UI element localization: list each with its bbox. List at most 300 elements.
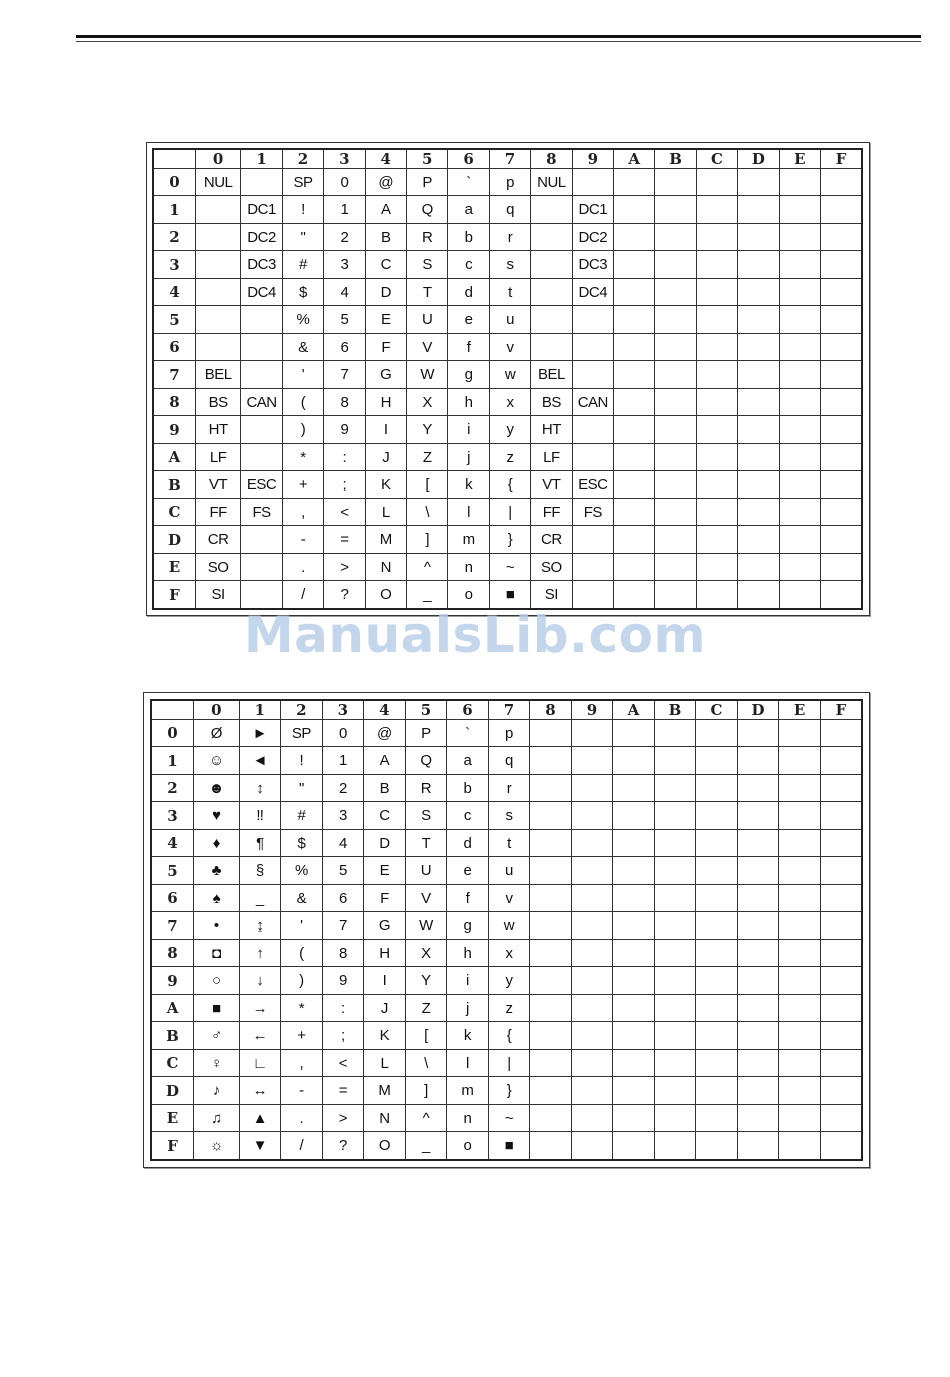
code-cell: ~ — [488, 1104, 530, 1131]
code-cell: U — [406, 306, 447, 333]
code-cell — [241, 306, 282, 333]
code-cell — [696, 939, 738, 966]
code-cell — [655, 443, 696, 470]
character-code-table-2 — [150, 699, 863, 1161]
code-cell: DC1 — [572, 196, 613, 223]
code-cell — [738, 278, 779, 305]
code-cell: * — [282, 443, 323, 470]
row-header: 5 — [151, 857, 194, 884]
code-cell — [530, 829, 572, 856]
row-header: 6 — [151, 884, 194, 911]
code-cell: U — [405, 857, 447, 884]
code-cell — [820, 829, 862, 856]
code-cell: p — [488, 720, 530, 747]
code-cell — [613, 774, 655, 801]
code-cell: 8 — [324, 388, 365, 415]
code-cell: j — [447, 994, 489, 1021]
code-cell — [530, 1132, 572, 1160]
column-header: 9 — [571, 700, 613, 720]
code-cell: ♫ — [194, 1104, 240, 1131]
code-cell: BEL — [195, 361, 240, 388]
code-cell: ♀ — [194, 1049, 240, 1076]
code-cell — [531, 223, 572, 250]
code-cell: M — [364, 1077, 406, 1104]
code-cell: FS — [241, 498, 282, 525]
code-cell: g — [447, 912, 489, 939]
code-cell — [738, 251, 779, 278]
code-cell — [571, 774, 613, 801]
code-cell: T — [405, 829, 447, 856]
code-cell: N — [365, 553, 406, 580]
code-cell — [696, 747, 738, 774]
code-cell — [696, 581, 737, 609]
code-cell: ◄ — [239, 747, 281, 774]
code-cell — [572, 526, 613, 553]
code-cell — [654, 994, 696, 1021]
code-cell — [655, 278, 696, 305]
code-cell — [696, 388, 737, 415]
code-cell: ▼ — [239, 1132, 281, 1160]
code-cell: BEL — [531, 361, 572, 388]
code-cell — [571, 1049, 613, 1076]
code-cell — [614, 553, 655, 580]
code-cell: ) — [282, 416, 323, 443]
code-cell: | — [488, 1049, 530, 1076]
code-cell: c — [447, 802, 489, 829]
code-cell: f — [448, 333, 489, 360]
code-cell: b — [447, 774, 489, 801]
code-cell — [654, 939, 696, 966]
code-cell — [737, 1104, 779, 1131]
code-cell: _ — [406, 581, 447, 609]
code-cell — [820, 747, 862, 774]
code-cell: ◘ — [194, 939, 240, 966]
code-cell: E — [365, 306, 406, 333]
code-cell — [820, 994, 862, 1021]
code-cell: l — [448, 498, 489, 525]
code-cell: ! — [282, 196, 323, 223]
code-cell: I — [364, 967, 406, 994]
code-cell: r — [489, 223, 530, 250]
code-cell — [531, 306, 572, 333]
code-cell — [779, 251, 820, 278]
code-cell — [737, 912, 779, 939]
code-cell — [738, 416, 779, 443]
code-cell: CAN — [572, 388, 613, 415]
code-cell: { — [488, 1022, 530, 1049]
table-row — [151, 912, 862, 939]
code-cell — [779, 169, 820, 196]
code-cell — [654, 884, 696, 911]
code-cell: y — [489, 416, 530, 443]
code-cell: g — [448, 361, 489, 388]
table-row — [151, 994, 862, 1021]
code-cell: " — [282, 223, 323, 250]
row-header: B — [151, 1022, 194, 1049]
code-cell — [696, 223, 737, 250]
column-header: 6 — [448, 149, 489, 169]
code-cell: t — [489, 278, 530, 305]
code-cell — [531, 278, 572, 305]
code-cell: a — [447, 747, 489, 774]
code-cell — [737, 967, 779, 994]
code-cell — [820, 884, 862, 911]
code-cell — [195, 278, 240, 305]
code-cell — [571, 802, 613, 829]
code-cell: SI — [531, 581, 572, 609]
code-cell — [779, 747, 821, 774]
table-row — [153, 388, 862, 415]
code-cell: l — [447, 1049, 489, 1076]
row-header: C — [151, 1049, 194, 1076]
code-cell — [195, 333, 240, 360]
code-cell: ☼ — [194, 1132, 240, 1160]
code-cell — [614, 416, 655, 443]
table-row — [151, 774, 862, 801]
code-cell: § — [239, 857, 281, 884]
code-cell: Y — [406, 416, 447, 443]
code-cell: I — [365, 416, 406, 443]
column-header: 1 — [239, 700, 281, 720]
code-cell — [614, 169, 655, 196]
code-cell: FF — [195, 498, 240, 525]
table-row — [153, 416, 862, 443]
code-cell: z — [488, 994, 530, 1021]
code-cell — [820, 857, 862, 884]
code-cell: SO — [195, 553, 240, 580]
code-cell: DC2 — [241, 223, 282, 250]
code-cell: a — [448, 196, 489, 223]
code-cell: ~ — [489, 553, 530, 580]
code-cell — [241, 443, 282, 470]
code-cell: 1 — [324, 196, 365, 223]
code-cell — [821, 169, 862, 196]
code-cell: R — [405, 774, 447, 801]
code-cell: J — [365, 443, 406, 470]
code-cell — [738, 553, 779, 580]
code-cell: C — [364, 802, 406, 829]
row-header: 4 — [153, 278, 195, 305]
code-cell: DC3 — [572, 251, 613, 278]
code-cell — [696, 967, 738, 994]
table-row — [153, 581, 862, 609]
code-cell — [696, 306, 737, 333]
code-cell — [737, 1049, 779, 1076]
code-cell: b — [448, 223, 489, 250]
code-cell — [655, 498, 696, 525]
code-cell — [655, 581, 696, 609]
code-cell — [696, 1022, 738, 1049]
code-cell: ; — [322, 1022, 364, 1049]
code-cell: ■ — [194, 994, 240, 1021]
code-cell: $ — [281, 829, 323, 856]
code-cell: M — [365, 526, 406, 553]
code-cell — [696, 416, 737, 443]
code-cell: x — [489, 388, 530, 415]
code-cell: i — [448, 416, 489, 443]
code-cell: ♦ — [194, 829, 240, 856]
code-cell: BS — [195, 388, 240, 415]
code-cell — [614, 196, 655, 223]
code-cell — [655, 361, 696, 388]
code-cell: ∟ — [239, 1049, 281, 1076]
code-cell: w — [488, 912, 530, 939]
code-cell: ESC — [572, 471, 613, 498]
code-cell: q — [489, 196, 530, 223]
code-cell: H — [364, 939, 406, 966]
code-cell — [696, 169, 737, 196]
code-cell: B — [364, 774, 406, 801]
code-cell — [738, 306, 779, 333]
column-header: A — [614, 149, 655, 169]
code-cell — [820, 939, 862, 966]
code-cell — [655, 333, 696, 360]
code-cell: HT — [195, 416, 240, 443]
code-cell: R — [406, 223, 447, 250]
code-cell: # — [282, 251, 323, 278]
code-cell — [696, 994, 738, 1021]
code-cell: A — [365, 196, 406, 223]
row-header: 9 — [151, 967, 194, 994]
code-cell — [696, 251, 737, 278]
column-header: 0 — [195, 149, 240, 169]
code-cell: ■ — [489, 581, 530, 609]
code-cell — [655, 223, 696, 250]
code-cell: FF — [531, 498, 572, 525]
code-cell — [821, 416, 862, 443]
code-cell: ; — [324, 471, 365, 498]
code-cell — [571, 829, 613, 856]
table-row — [151, 884, 862, 911]
code-cell: P — [406, 169, 447, 196]
code-cell — [779, 416, 820, 443]
code-cell: V — [405, 884, 447, 911]
code-cell — [613, 857, 655, 884]
code-cell — [738, 361, 779, 388]
code-cell: ) — [281, 967, 323, 994]
code-cell — [654, 1132, 696, 1160]
code-cell — [820, 1077, 862, 1104]
code-cell — [738, 581, 779, 609]
code-cell — [654, 720, 696, 747]
code-cell: ↔ — [239, 1077, 281, 1104]
code-cell — [696, 196, 737, 223]
code-cell: ♠ — [194, 884, 240, 911]
code-cell — [821, 443, 862, 470]
code-cell: + — [282, 471, 323, 498]
code-cell — [779, 774, 821, 801]
table-row — [151, 720, 862, 747]
code-cell — [820, 774, 862, 801]
code-cell — [655, 251, 696, 278]
code-cell: LF — [195, 443, 240, 470]
code-cell: 3 — [322, 802, 364, 829]
code-cell — [614, 306, 655, 333]
code-cell — [696, 1049, 738, 1076]
code-cell — [821, 388, 862, 415]
code-cell: \ — [406, 498, 447, 525]
code-cell: s — [488, 802, 530, 829]
code-cell: r — [488, 774, 530, 801]
code-cell — [737, 1077, 779, 1104]
code-cell — [779, 471, 820, 498]
code-cell: HT — [531, 416, 572, 443]
code-cell: > — [324, 553, 365, 580]
code-cell — [654, 857, 696, 884]
code-cell — [737, 802, 779, 829]
code-cell: 7 — [324, 361, 365, 388]
code-cell — [241, 581, 282, 609]
code-cell: : — [324, 443, 365, 470]
code-cell — [779, 1022, 821, 1049]
code-cell — [779, 1077, 821, 1104]
code-cell: O — [365, 581, 406, 609]
code-cell: d — [448, 278, 489, 305]
table-row — [151, 829, 862, 856]
code-cell: ' — [281, 912, 323, 939]
table-row — [153, 443, 862, 470]
code-cell: CAN — [241, 388, 282, 415]
code-cell: K — [364, 1022, 406, 1049]
row-header: 6 — [153, 333, 195, 360]
code-cell — [614, 278, 655, 305]
code-cell: % — [282, 306, 323, 333]
code-cell — [614, 581, 655, 609]
code-cell — [737, 747, 779, 774]
corner-cell — [151, 700, 194, 720]
code-cell — [696, 1104, 738, 1131]
code-cell — [821, 553, 862, 580]
code-cell — [738, 471, 779, 498]
code-cell — [779, 829, 821, 856]
code-cell: N — [364, 1104, 406, 1131]
code-cell — [614, 251, 655, 278]
table-row — [153, 333, 862, 360]
code-cell: = — [322, 1077, 364, 1104]
code-cell: ESC — [241, 471, 282, 498]
code-cell: 5 — [322, 857, 364, 884]
code-cell: ☻ — [194, 774, 240, 801]
code-cell: DC3 — [241, 251, 282, 278]
code-cell — [571, 939, 613, 966]
row-header: E — [151, 1104, 194, 1131]
code-cell: u — [488, 857, 530, 884]
code-cell: ↨ — [239, 912, 281, 939]
code-cell: ▲ — [239, 1104, 281, 1131]
code-cell — [571, 884, 613, 911]
code-cell: ` — [448, 169, 489, 196]
code-cell — [820, 1022, 862, 1049]
column-header: C — [696, 700, 738, 720]
code-cell: / — [282, 581, 323, 609]
code-cell — [779, 912, 821, 939]
column-header: 4 — [365, 149, 406, 169]
code-cell: @ — [365, 169, 406, 196]
code-cell — [821, 361, 862, 388]
row-header: 8 — [153, 388, 195, 415]
code-cell — [654, 1104, 696, 1131]
code-cell: s — [489, 251, 530, 278]
code-cell: k — [448, 471, 489, 498]
table-row — [153, 306, 862, 333]
code-cell: ^ — [406, 553, 447, 580]
column-header: B — [654, 700, 696, 720]
code-cell: , — [282, 498, 323, 525]
code-cell: ► — [239, 720, 281, 747]
code-cell — [779, 443, 820, 470]
code-cell — [572, 581, 613, 609]
code-cell: 3 — [324, 251, 365, 278]
code-cell — [738, 388, 779, 415]
code-cell — [696, 498, 737, 525]
code-cell — [531, 196, 572, 223]
code-cell — [195, 196, 240, 223]
code-cell: v — [488, 884, 530, 911]
code-cell: ? — [324, 581, 365, 609]
code-cell — [571, 967, 613, 994]
code-cell: Z — [406, 443, 447, 470]
code-cell — [779, 967, 821, 994]
code-cell — [614, 471, 655, 498]
code-cell — [572, 333, 613, 360]
code-cell — [572, 361, 613, 388]
code-cell — [779, 278, 820, 305]
code-cell: m — [447, 1077, 489, 1104]
code-cell — [821, 251, 862, 278]
code-cell — [530, 1022, 572, 1049]
code-cell — [655, 416, 696, 443]
code-cell: < — [324, 498, 365, 525]
code-cell: , — [281, 1049, 323, 1076]
code-cell — [820, 1049, 862, 1076]
code-cell — [696, 278, 737, 305]
code-cell: 4 — [322, 829, 364, 856]
code-cell — [572, 306, 613, 333]
table-row — [151, 1132, 862, 1160]
column-header: 8 — [531, 149, 572, 169]
code-cell — [613, 1132, 655, 1160]
code-cell — [820, 967, 862, 994]
code-cell: d — [447, 829, 489, 856]
table-row — [151, 857, 862, 884]
code-cell: 8 — [322, 939, 364, 966]
table-row — [151, 1022, 862, 1049]
row-header: D — [151, 1077, 194, 1104]
code-cell — [696, 884, 738, 911]
code-cell — [738, 223, 779, 250]
column-header: 8 — [530, 700, 572, 720]
code-cell — [779, 720, 821, 747]
code-cell: u — [489, 306, 530, 333]
code-cell — [654, 967, 696, 994]
code-cell: & — [281, 884, 323, 911]
code-cell: → — [239, 994, 281, 1021]
row-header: 2 — [153, 223, 195, 250]
code-cell — [614, 388, 655, 415]
code-cell: DC4 — [241, 278, 282, 305]
table-row — [151, 802, 862, 829]
row-header: 7 — [153, 361, 195, 388]
code-cell — [654, 1077, 696, 1104]
code-cell: } — [489, 526, 530, 553]
code-cell: ( — [282, 388, 323, 415]
code-cell: ↓ — [239, 967, 281, 994]
table-row — [151, 967, 862, 994]
code-cell — [613, 802, 655, 829]
code-cell — [571, 1132, 613, 1160]
code-cell — [613, 1077, 655, 1104]
code-cell: D — [364, 829, 406, 856]
